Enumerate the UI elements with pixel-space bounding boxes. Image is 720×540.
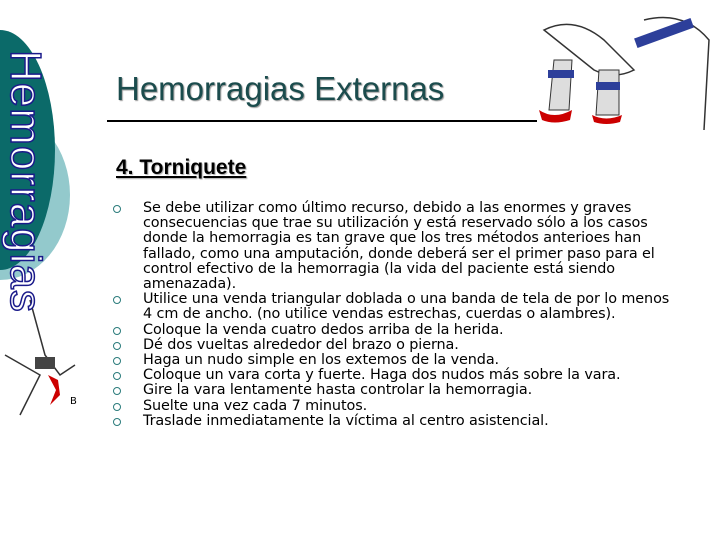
bullet-icon: [113, 342, 121, 350]
bullet-icon: [113, 387, 121, 395]
list-item: [113, 338, 673, 353]
item-text: Dé dos vueltas alrededor del brazo o pierna.: [143, 336, 459, 353]
slide-title: Hemorragias Externas: [116, 70, 445, 107]
bullet-icon: [113, 403, 121, 411]
list-item: [113, 414, 673, 429]
list-item: [113, 292, 673, 322]
list-item: [113, 383, 673, 398]
bullet-icon: [113, 296, 121, 304]
bullet-icon: [113, 418, 121, 426]
item-text: Se debe utilizar como último recurso, debido a las enormes y graves consecuencias que trae su utilización y está reservado sólo a los casos donde la hemorragia es tan grave que los tres métodos anterioes han fallado, como una amputación, donde deberá ser el primer paso para el control efectivo de la hemorragia (la vida del paciente está siendo amenazada).: [143, 200, 655, 293]
list-item: [113, 353, 673, 368]
bullet-icon: [113, 357, 121, 365]
title-divider: [107, 120, 537, 122]
item-text: Gire la vara lentamente hasta controlar la hemorragia.: [143, 382, 533, 399]
list-item: [113, 201, 673, 292]
tourniquet-leg-illustration: [0, 295, 110, 425]
item-text: Utilice una venda triangular doblada o una banda de tela de por lo menos 4 cm de ancho. (no utilice vendas estrechas, cuerdas o alambres).: [143, 291, 670, 323]
list-item: [113, 399, 673, 414]
item-text: Coloque un vara corta y fuerte. Haga dos nudos más sobre la vara.: [143, 367, 621, 384]
bullet-icon: [113, 205, 121, 213]
sidebar-title: Hemorragias: [1, 50, 50, 313]
bullet-icon: [113, 327, 121, 335]
section-heading: 4. Torniquete: [116, 156, 247, 179]
item-text: Coloque la venda cuatro dedos arriba de la herida.: [143, 321, 504, 338]
item-text: Traslade inmediatamente la víctima al centro asistencial.: [143, 412, 549, 429]
tourniquet-arm-illustration: [534, 10, 714, 140]
list-item: [113, 368, 673, 383]
figure-label: B: [70, 396, 77, 407]
item-text: Haga un nudo simple en los extemos de la venda.: [143, 352, 500, 369]
item-text: Suelte una vez cada 7 minutos.: [143, 397, 368, 414]
list-item: [113, 323, 673, 338]
bullet-list: [113, 201, 673, 429]
bullet-icon: [113, 372, 121, 380]
